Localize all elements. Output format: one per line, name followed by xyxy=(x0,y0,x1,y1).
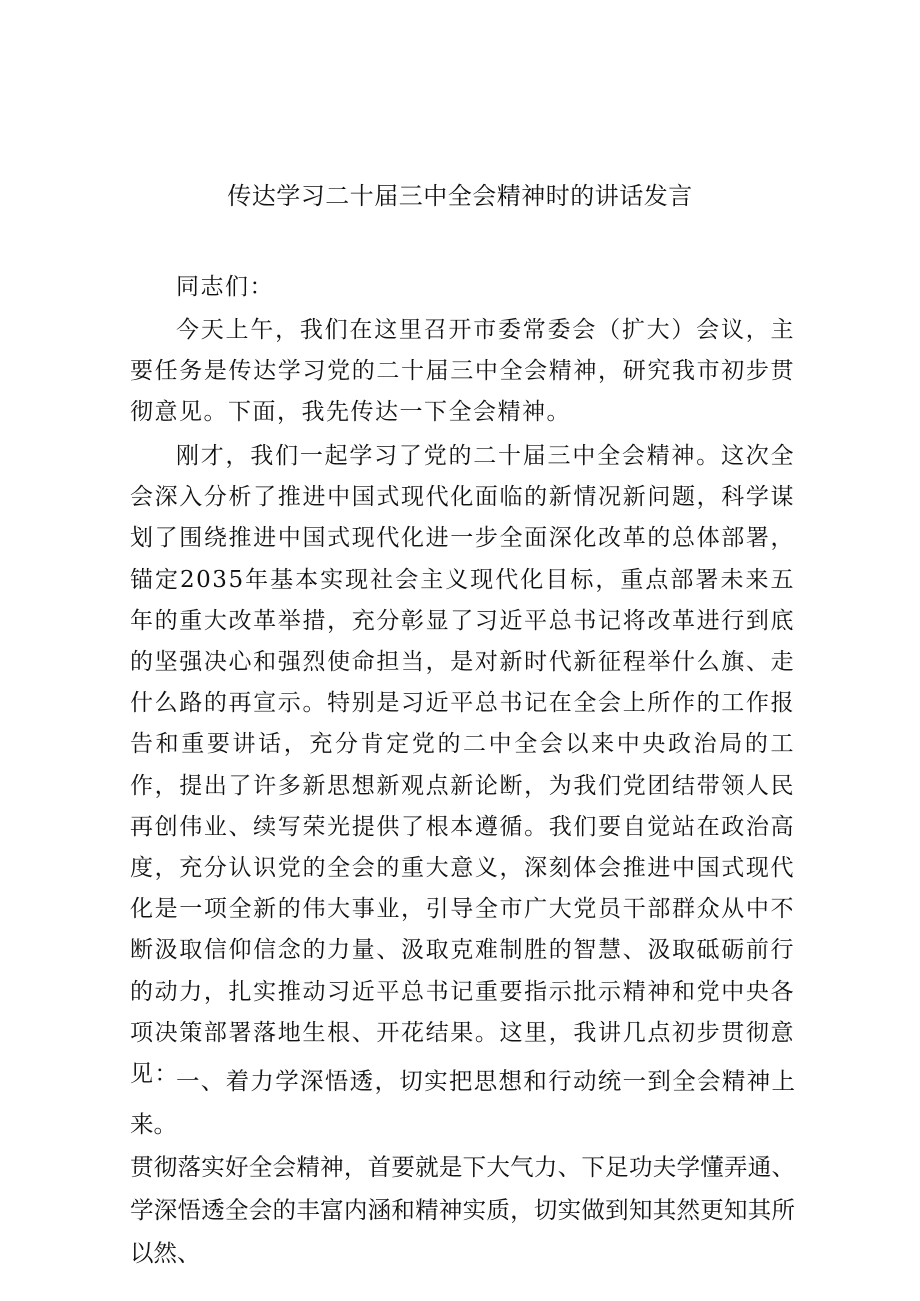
salutation: 同志们： xyxy=(176,274,274,300)
section-1-text: 贯彻落实好全会精神，首要就是下大气力、下足功夫学懂弄通、学深悟透全会的丰富内涵和精神实质，切实做到知其然更知其所以然、 xyxy=(130,1153,795,1267)
section-1-heading: 一、着力学深悟透，切实把思想和行动统一到全会精神上来。 xyxy=(130,1067,795,1138)
paragraph-1: 今天上午，我们在这里召开市委常委会（扩大）会议，主要任务是传达学习党的二十届三中全会精神，研究我市初步贯彻意见。下面，我先传达一下全会精神。 xyxy=(130,317,795,425)
document-title: 传达学习二十届三中全会精神时的讲话发言 xyxy=(227,182,693,210)
section-1 xyxy=(130,1060,795,1275)
paragraph-2: 刚才，我们一起学习了党的二十届三中全会精神。这次全会深入分析了推进中国式现代化面临的新情况新问题，科学谋划了围绕推进中国式现代化进一步全面深化改革的总体部署，锚定2035年基本实现社会主义现代化目标，重点部署未来五年的重大改革举措，充分彰显了习近平总书记将改革进行到底的坚强决心和强烈使命担当，是对新时代新征程举什么旗、走什么路的再宣示。特别是习近平总书记在全会上所作的工作报告和重要讲话，充分肯定党的二中全会以来中央政治局的工作，提出了许多新思想新观点新论断，为我们党团结带领人民再创伟业、续写荣光提供了根本遵循。我们要自觉站在政治高度，充分认识党的全会的重大意义，深刻体会推进中国式现代化是一项全新的伟大事业，引导全市广大党员干部群众从中不断汲取信仰信念的力量、汲取克难制胜的智慧、汲取砥砺前行的动力，扎实推动习近平总书记重要指示批示精神和党中央各项决策部署落地生根、开花结果。这里，我讲几点初步贯彻意见： xyxy=(130,443,795,1088)
